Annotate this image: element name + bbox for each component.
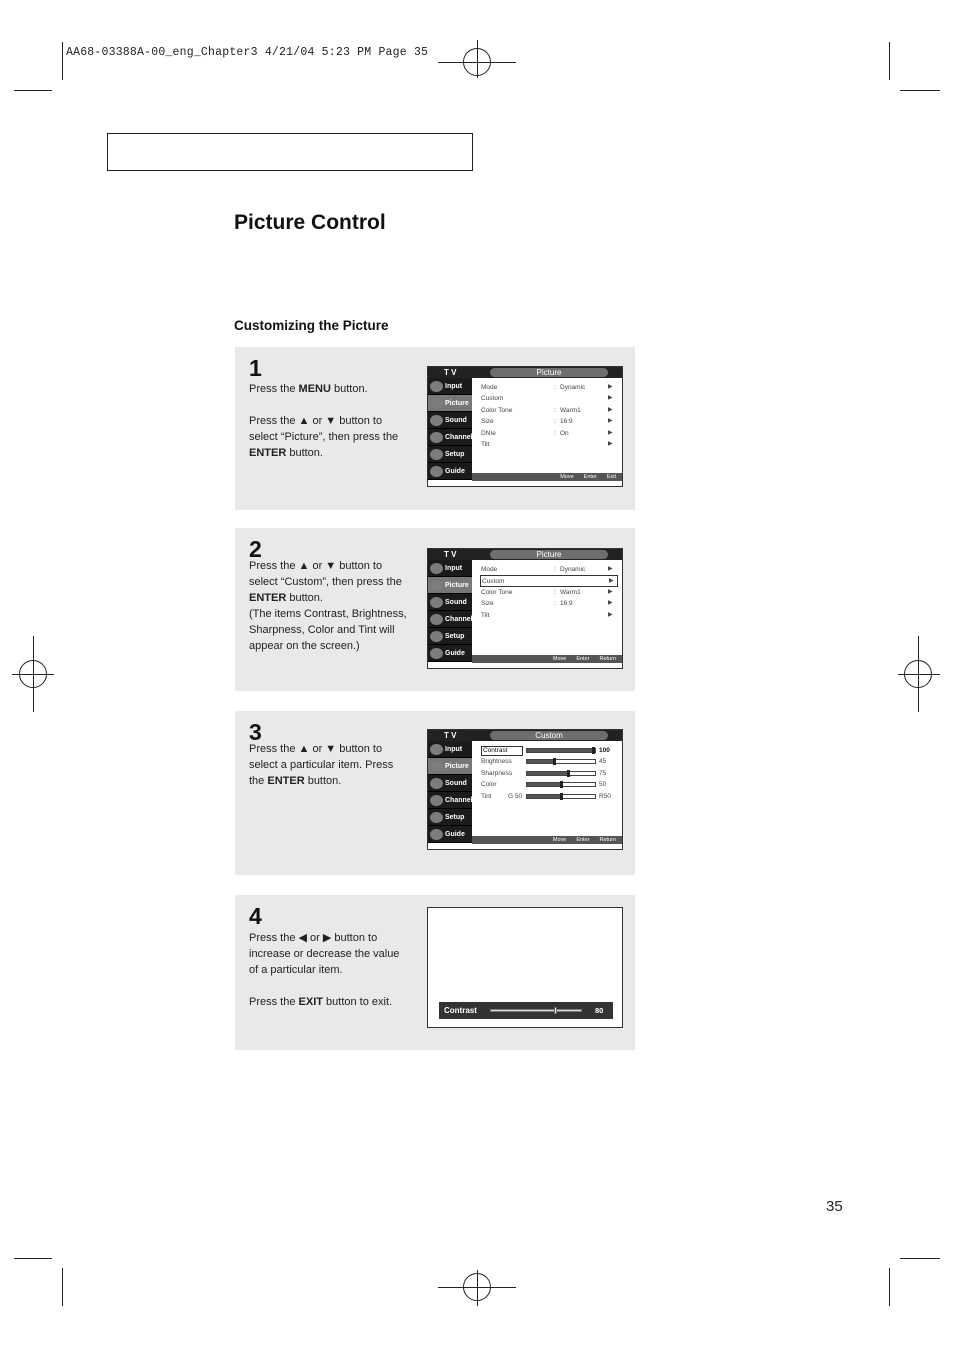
step-instructions: [249, 558, 409, 670]
level-bar: [526, 771, 596, 776]
tv-adjust-screen: [427, 907, 623, 1028]
level-bar: [526, 794, 596, 799]
tv-menu-screen: [427, 548, 623, 669]
adjust-label: Contrast: [444, 1006, 477, 1015]
menu-footer: [472, 836, 622, 844]
level-fill: [527, 783, 561, 786]
picture-icon: [430, 398, 443, 409]
custom-row-tint[interactable]: Tint G 50 R50: [481, 792, 611, 800]
tv-menu-screen: [427, 729, 623, 850]
setup-icon: [430, 449, 443, 460]
level-thumb[interactable]: [560, 781, 563, 788]
level-thumb[interactable]: [553, 758, 556, 765]
exit-hint: Exit: [606, 474, 616, 480]
menu-footer: [472, 655, 622, 663]
arrow-right-icon: ▶: [608, 395, 613, 402]
custom-row-sharpness[interactable]: Sharpness 75: [481, 769, 607, 777]
channel-icon: [430, 795, 443, 806]
picture-icon: [430, 761, 443, 772]
tv-label: T V: [444, 550, 457, 559]
custom-row-contrast[interactable]: Contrast 100: [483, 747, 610, 754]
input-icon: [430, 744, 443, 755]
sidebar-item-sound[interactable]: Sound: [428, 412, 472, 429]
sidebar-item-setup[interactable]: Setup: [428, 809, 472, 826]
step-1-panel: [235, 347, 635, 510]
sidebar-item-channel[interactable]: Channel: [428, 429, 472, 446]
level-thumb[interactable]: [560, 793, 563, 800]
input-icon: [430, 381, 443, 392]
step-4-panel: [235, 895, 635, 1050]
menu-row[interactable]: Mode : Dynamic ▶: [480, 564, 618, 575]
instruction-paragraph: Press the ▲ or ▼ button to select a particular item. Press the ENTER button.: [249, 743, 394, 787]
menu-row[interactable]: Color Tone : Warm1 ▶: [480, 587, 618, 598]
menu-row[interactable]: Tilt ▶: [480, 439, 618, 450]
guide-icon: [430, 829, 443, 840]
sound-icon: [430, 597, 443, 608]
menu-row[interactable]: Mode : Dynamic ▶: [480, 382, 618, 393]
level-thumb[interactable]: [592, 747, 595, 754]
step-3-panel: [235, 711, 635, 875]
setup-icon: [430, 812, 443, 823]
level-fill: [527, 772, 568, 775]
arrow-right-icon: ▶: [608, 611, 613, 618]
instruction-paragraph: Press the ▲ or ▼ button to select “Picture”, then press the ENTER button.: [249, 415, 399, 459]
sidebar-item-sound[interactable]: Sound: [428, 775, 472, 792]
tv-menu-header: [428, 730, 622, 741]
step-number: 3: [249, 719, 262, 745]
menu-row[interactable]: Custom ▶: [480, 393, 618, 404]
step-2-panel: [235, 528, 635, 691]
menu-list: [480, 564, 618, 621]
guide-icon: [430, 466, 443, 477]
arrow-right-icon: ▶: [608, 418, 613, 425]
enter-hint: Enter: [583, 474, 597, 480]
sidebar-item-guide[interactable]: Guide: [428, 463, 472, 480]
level-bar: [526, 748, 596, 753]
step-instructions: [249, 930, 409, 1026]
instruction-paragraph: Press the EXIT button to exit.: [249, 996, 393, 1008]
move-hint: Move: [552, 656, 567, 662]
adjust-value: 80: [595, 1006, 604, 1015]
page-number: 35: [826, 1198, 843, 1215]
section-title: Customizing the Picture: [234, 318, 389, 333]
return-hint: Return: [599, 656, 616, 662]
menu-title: Picture: [490, 368, 608, 377]
menu-row[interactable]: DNIe : On ▶: [480, 428, 618, 439]
sidebar-item-guide[interactable]: Guide: [428, 826, 472, 843]
arrow-right-icon: ▶: [609, 578, 614, 585]
level-thumb[interactable]: [567, 770, 570, 777]
sidebar-item-input[interactable]: Input: [428, 378, 472, 395]
crop-mark: [62, 42, 63, 80]
instruction-note: (The items Contrast, Brightness, Sharpness, Color and Tint will appear on the screen.): [249, 608, 407, 652]
crop-mark: [918, 636, 919, 712]
step-number: 4: [249, 903, 262, 929]
sidebar-item-picture[interactable]: Picture: [428, 395, 472, 412]
adjust-thumb[interactable]: [554, 1007, 557, 1014]
arrow-right-icon: ▶: [608, 384, 613, 390]
crop-mark: [900, 90, 940, 91]
picture-icon: [430, 580, 443, 591]
level-fill: [527, 760, 554, 763]
arrow-right-icon: ▶: [608, 588, 613, 595]
page-title: Picture Control: [234, 211, 386, 234]
arrow-right-icon: ▶: [608, 566, 613, 572]
level-bar: [526, 782, 596, 787]
sound-icon: [430, 415, 443, 426]
menu-row[interactable]: Tilt ▶: [480, 610, 618, 621]
step-number: 1: [249, 355, 262, 381]
chapter-header-box: [107, 133, 473, 171]
sidebar-item-channel[interactable]: Channel: [428, 792, 472, 809]
step-instructions: [249, 741, 409, 805]
custom-row-brightness[interactable]: Brightness 45: [481, 758, 607, 766]
enter-hint: Enter: [576, 656, 590, 662]
crop-mark: [889, 1268, 890, 1306]
guide-icon: [430, 648, 443, 659]
custom-settings-list: [480, 745, 618, 802]
level-fill: [527, 795, 561, 798]
tv-label: T V: [444, 368, 457, 377]
sidebar-item-picture[interactable]: Picture: [428, 758, 472, 775]
move-hint: Move: [560, 474, 574, 480]
menu-row[interactable]: Size : 16:9 ▶: [480, 598, 618, 609]
crop-mark: [477, 1270, 478, 1306]
adjust-track[interactable]: [490, 1009, 582, 1012]
level-bar: [526, 759, 596, 764]
menu-footer: [472, 473, 622, 481]
tv-menu-sidebar: [428, 378, 472, 480]
tv-label: T V: [444, 731, 457, 740]
arrow-right-icon: ▶: [608, 600, 613, 607]
crop-mark: [889, 42, 890, 80]
return-hint: Return: [599, 837, 616, 843]
menu-row-selected[interactable]: Custom ▶: [480, 575, 618, 586]
crop-mark: [900, 1258, 940, 1259]
crop-mark: [14, 1258, 52, 1259]
instruction-paragraph: Press the MENU button.: [249, 383, 368, 395]
sidebar-item-setup[interactable]: Setup: [428, 446, 472, 463]
print-header-line: AA68-03388A-00_eng_Chapter3 4/21/04 5:23 PM Page 35: [66, 46, 429, 59]
menu-title: Custom: [490, 731, 608, 740]
menu-row[interactable]: Size : 16:9 ▶: [480, 416, 618, 427]
crop-mark: [62, 1268, 63, 1306]
move-hint: Move: [552, 837, 567, 843]
sidebar-item-input[interactable]: Input: [428, 560, 472, 577]
level-fill: [527, 749, 595, 752]
menu-row[interactable]: Color Tone : Warm1 ▶: [480, 405, 618, 416]
sidebar-item-input[interactable]: Input: [428, 741, 472, 758]
instruction-paragraph: Press the ◀ or ▶ button to increase or decrease the value of a particular item.: [249, 932, 400, 976]
enter-hint: Enter: [576, 837, 590, 843]
sidebar-item-setup[interactable]: Setup: [428, 628, 472, 645]
crop-mark: [477, 40, 478, 78]
sidebar-item-channel[interactable]: Channel: [428, 611, 472, 628]
sidebar-item-guide[interactable]: Guide: [428, 645, 472, 662]
channel-icon: [430, 432, 443, 443]
custom-row-color[interactable]: Color 50: [481, 781, 607, 789]
arrow-right-icon: ▶: [608, 440, 613, 447]
crop-mark: [898, 674, 940, 675]
channel-icon: [430, 614, 443, 625]
contrast-adjust-bar: [439, 1002, 613, 1019]
crop-mark: [33, 636, 34, 712]
tv-menu-sidebar: [428, 741, 472, 843]
step-instructions: [249, 381, 409, 477]
instruction-paragraph: Press the ▲ or ▼ button to select “Custom”, then press the ENTER button.: [249, 560, 402, 604]
tv-menu-screen: [427, 366, 623, 487]
input-icon: [430, 563, 443, 574]
step-number: 2: [249, 536, 262, 562]
menu-list: [480, 382, 618, 450]
setup-icon: [430, 631, 443, 642]
arrow-right-icon: ▶: [608, 429, 613, 436]
sound-icon: [430, 778, 443, 789]
sidebar-item-picture[interactable]: Picture: [428, 577, 472, 594]
arrow-right-icon: ▶: [608, 406, 613, 413]
tv-menu-header: [428, 549, 622, 560]
tv-menu-header: [428, 367, 622, 378]
menu-title: Picture: [490, 550, 608, 559]
sidebar-item-sound[interactable]: Sound: [428, 594, 472, 611]
tv-menu-sidebar: [428, 560, 472, 662]
crop-mark: [14, 90, 52, 91]
